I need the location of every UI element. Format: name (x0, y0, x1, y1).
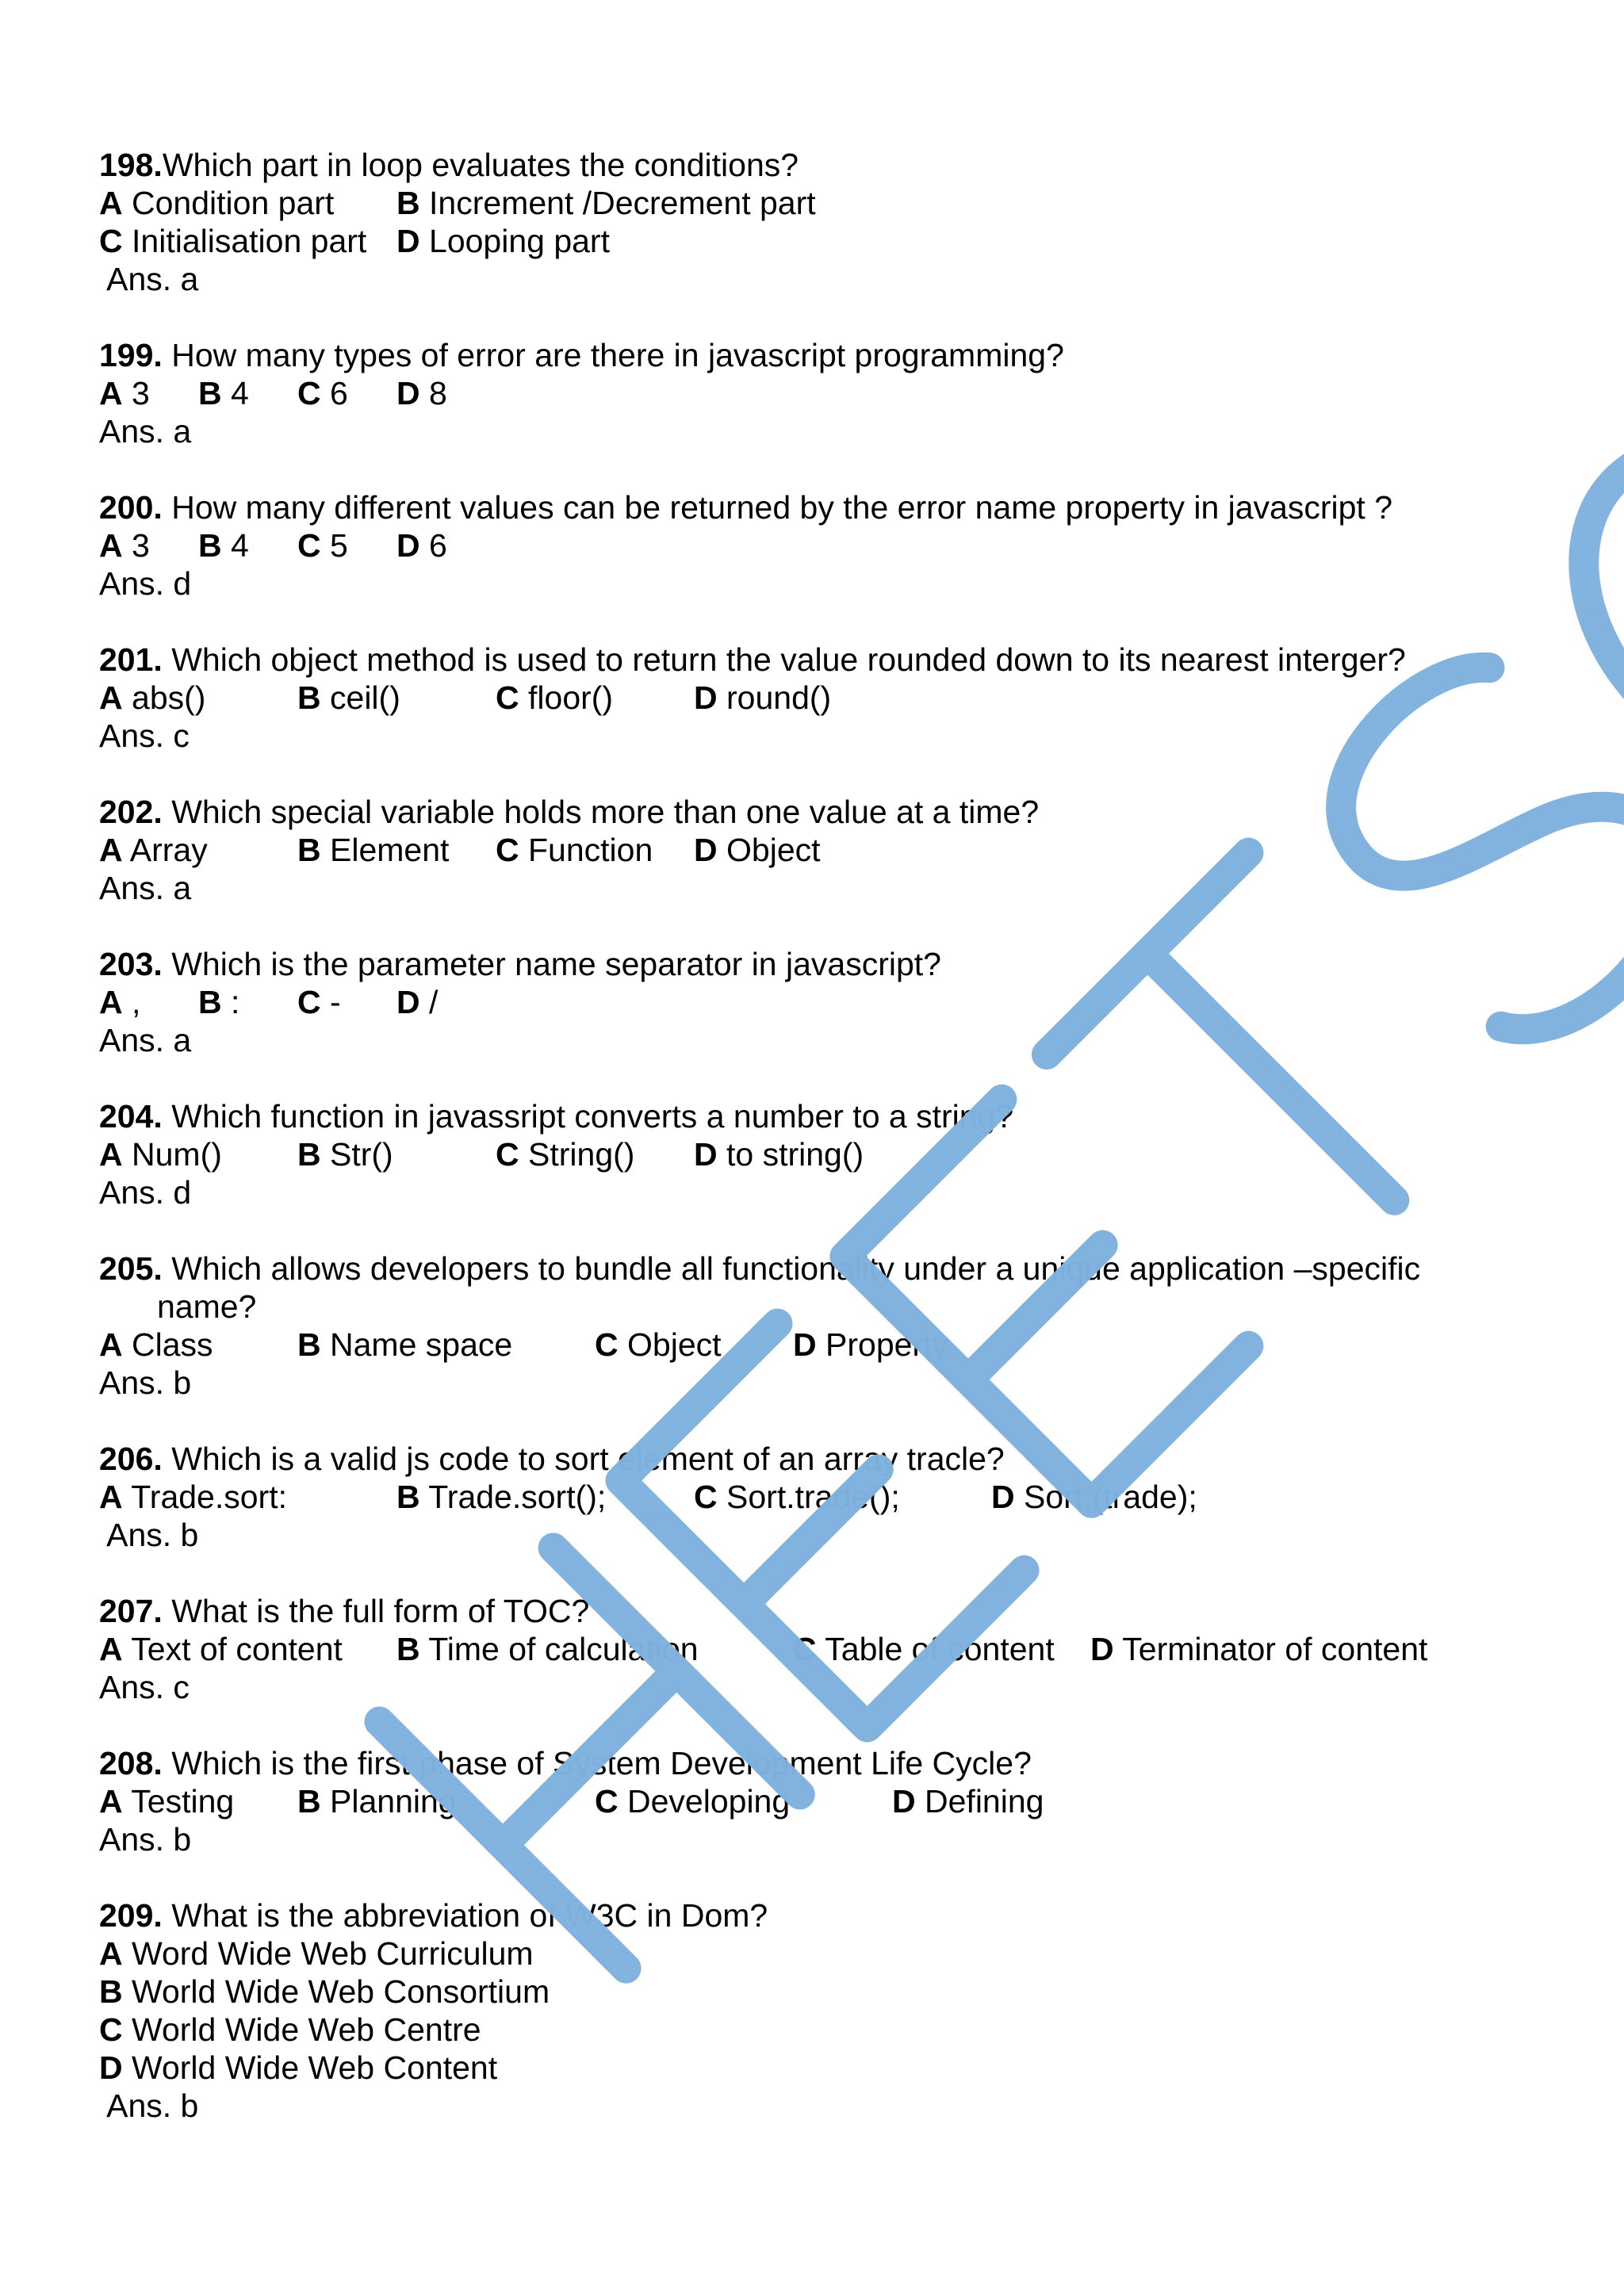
option-c: C String() (496, 1136, 635, 1173)
option-b: B 4 (198, 375, 249, 411)
question-201 (99, 641, 1406, 679)
option-a: A Trade.sort: (99, 1479, 287, 1515)
option-a: A , (99, 984, 141, 1020)
question-202 (99, 793, 1039, 831)
answer-text: Ans. d (99, 1174, 192, 1211)
option-c: C Table of content (793, 1631, 1055, 1667)
question-number: 207. (99, 1593, 163, 1629)
option-d: D Object (694, 832, 821, 868)
option-b: B ceil() (297, 679, 400, 716)
option-d: D round() (694, 679, 832, 716)
question-number: 199. (99, 337, 163, 373)
question-number: 206. (99, 1441, 163, 1477)
option-b: B Str() (297, 1136, 393, 1173)
option-d: D World Wide Web Content (99, 2049, 498, 2086)
question-number: 201. (99, 641, 163, 678)
option-c: C Object (595, 1326, 722, 1363)
answer-text: Ans. c (99, 1669, 190, 1705)
answer-text: Ans. a (99, 413, 192, 450)
option-a: A Testing (99, 1783, 235, 1820)
question-text: Which object method is used to return the value rounded down to its nearest interger? (162, 641, 1406, 678)
question-203 (99, 945, 941, 983)
question-text: Which part in loop evaluates the conditions? (162, 147, 799, 183)
option-c: C World Wide Web Centre (99, 2011, 481, 2048)
option-b: B : (198, 984, 240, 1020)
question-text: Which is the first phase of System Development Life Cycle? (162, 1745, 1032, 1781)
option-a: A Array (99, 832, 208, 868)
answer-text: Ans. a (99, 261, 199, 297)
option-b: B Element (297, 832, 450, 868)
question-text: What is the full form of TOC? (162, 1593, 590, 1629)
answer-text: Ans. b (99, 1364, 192, 1401)
option-b: B 4 (198, 527, 249, 564)
question-text: Which is a valid js code to sort element of an array tracle? (162, 1441, 1005, 1477)
option-a: A Condition part (99, 185, 335, 221)
option-a: A Num() (99, 1136, 222, 1173)
option-b: B Increment /Decrement part (396, 185, 816, 221)
option-c: C Initialisation part (99, 223, 367, 259)
option-a: A Text of content (99, 1631, 343, 1667)
question-text: How many types of error are there in javascript programming? (162, 337, 1064, 373)
question-text: Which special variable holds more than one value at a time? (162, 794, 1040, 830)
answer-text: Ans. b (99, 1517, 199, 1553)
answer-text: Ans. b (99, 1821, 192, 1858)
question-text: Which is the parameter name separator in javascript? (162, 946, 941, 982)
question-204 (99, 1097, 1013, 1135)
option-c: C Function (496, 832, 653, 868)
question-206 (99, 1440, 1005, 1478)
question-text: Which function in javassript converts a number to a string? (162, 1098, 1014, 1135)
option-a: A 3 (99, 375, 150, 411)
option-c: C 5 (297, 527, 348, 564)
option-d: D Property (793, 1326, 948, 1363)
option-b: B Trade.sort(); (396, 1479, 607, 1515)
option-c: C 6 (297, 375, 348, 411)
option-c: C floor() (496, 679, 614, 716)
option-d: D Defining (892, 1783, 1044, 1820)
question-198 (99, 146, 799, 184)
question-text: Which allows developers to bundle all functionality under a unique application –specific (162, 1250, 1421, 1287)
option-d: D Terminator of content (1090, 1631, 1428, 1667)
option-a: A abs() (99, 679, 206, 716)
question-text-continued: name? (157, 1288, 257, 1325)
question-number: 198. (99, 147, 163, 183)
question-207 (99, 1592, 589, 1630)
question-text: How many different values can be returned by the error name property in javascript ? (162, 489, 1393, 526)
option-c: C - (297, 984, 341, 1020)
question-number: 200. (99, 489, 163, 526)
question-200 (99, 488, 1392, 526)
question-205 (99, 1249, 1420, 1288)
answer-text: Ans. b (99, 2087, 199, 2124)
answer-text: Ans. a (99, 1022, 192, 1058)
option-d: D Sort.(trade); (991, 1479, 1197, 1515)
option-c: C Sort.trade(); (694, 1479, 900, 1515)
question-number: 208. (99, 1745, 163, 1781)
question-number: 205. (99, 1250, 163, 1287)
answer-text: Ans. c (99, 718, 190, 754)
option-a: A Class (99, 1326, 213, 1363)
option-a: A 3 (99, 527, 150, 564)
answer-text: Ans. a (99, 870, 192, 906)
question-number: 204. (99, 1098, 163, 1135)
question-text: What is the abbreviation of W3C in Dom? (162, 1897, 768, 1934)
option-b: B World Wide Web Consortium (99, 1973, 550, 2010)
option-d: D 8 (396, 375, 447, 411)
answer-text: Ans. d (99, 565, 192, 602)
option-a: A Word Wide Web Curriculum (99, 1935, 534, 1972)
question-number: 202. (99, 794, 163, 830)
option-c: C Developing (595, 1783, 791, 1820)
option-b: B Name space (297, 1326, 513, 1363)
question-number: 209. (99, 1897, 163, 1934)
option-d: D 6 (396, 527, 447, 564)
question-199 (99, 336, 1064, 374)
question-208 (99, 1744, 1032, 1782)
option-d: D / (396, 984, 439, 1020)
question-number: 203. (99, 946, 163, 982)
option-d: D Looping part (396, 223, 610, 259)
option-b: B Time of calculation (396, 1631, 699, 1667)
option-d: D to string() (694, 1136, 864, 1173)
question-209 (99, 1896, 768, 1934)
option-b: B Planning (297, 1783, 457, 1820)
